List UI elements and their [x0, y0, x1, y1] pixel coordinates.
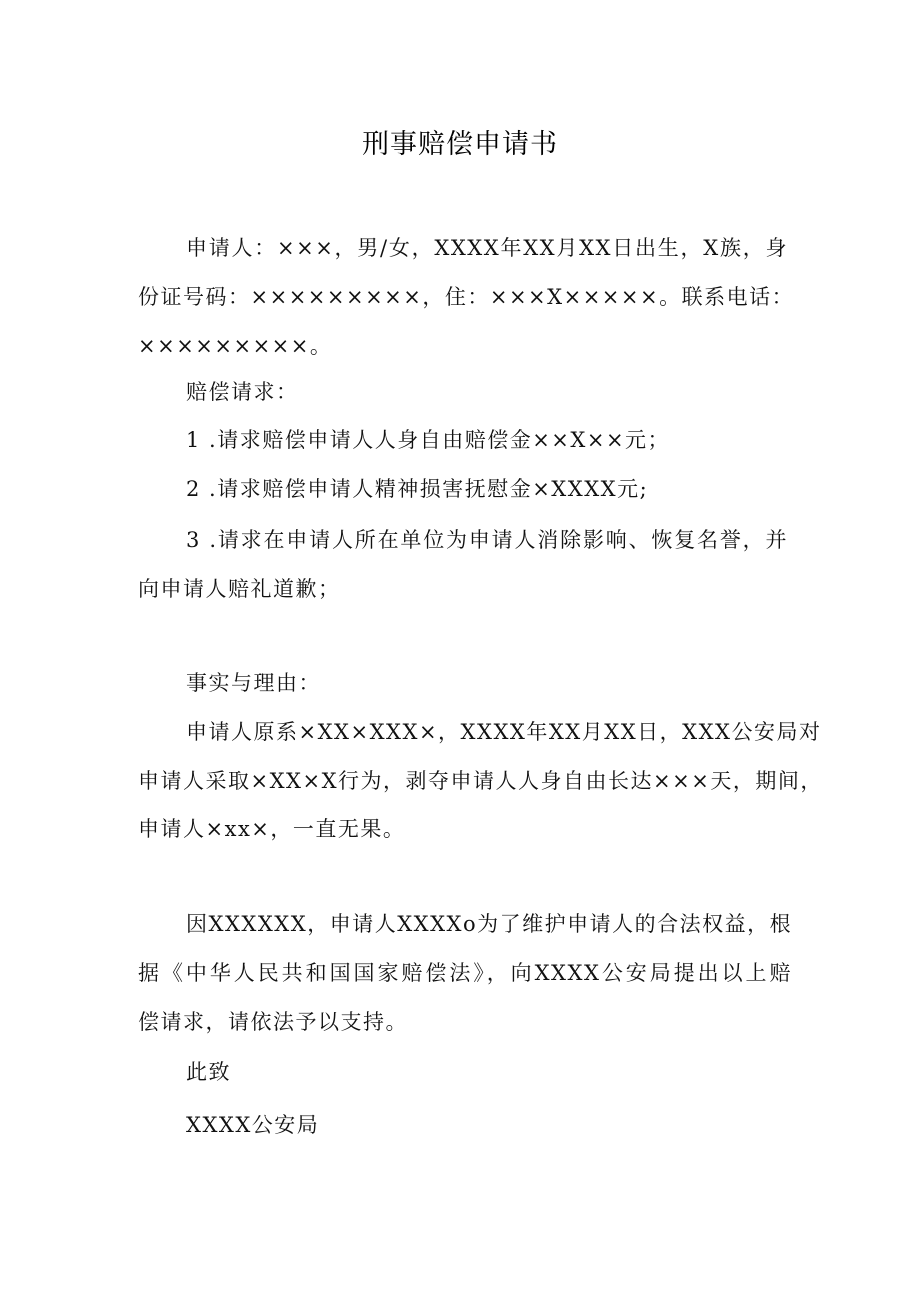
reason-line-3: 偿请求，请依法予以支持。 [138, 1010, 408, 1034]
reason-line-2: 据《中华人民共和国国家赔偿法》，向XXXX公安局提出以上赔 [138, 961, 792, 985]
claim-item-2: 2 .请求赔偿申请人精神损害抚慰金×XXXX元; [186, 477, 649, 501]
facts-line-1: 申请人原系×XX×XXX×，XXXX年XX月XX日，XXX公安局对 [186, 720, 822, 744]
applicant-line-1: 申请人：×××，男/女，XXXX年XX月XX日出生，X族，身 [186, 236, 788, 260]
reason-line-1: 因XXXXXX，申请人XXXXo为了维护申请人的合法权益，根 [186, 912, 793, 936]
applicant-line-3: ×××××××××。 [138, 334, 333, 358]
closing-recipient: XXXX公安局 [186, 1113, 320, 1137]
facts-line-2: 申请人采取×XX×X行为，剥夺申请人人身自由长达×××天，期间， [138, 769, 823, 793]
claim-item-1: 1 .请求赔偿申请人人身自由赔偿金××X××元； [186, 428, 671, 452]
claim-item-3-line-1: 3 .请求在申请人所在单位为申请人消除影响、恢复名誉，并 [186, 528, 788, 552]
document-title: 刑事赔偿申请书 [362, 129, 558, 160]
claims-heading: 赔偿请求： [186, 380, 299, 404]
applicant-line-2: 份证号码：×××××××××，住：×××X×××××。联系电话： [138, 285, 795, 309]
facts-heading: 事实与理由： [186, 671, 321, 695]
facts-line-3: 申请人×xx×，一直无果。 [138, 817, 406, 841]
closing-salutation: 此致 [186, 1060, 231, 1084]
claim-item-3-line-2: 向申请人赔礼道歉； [138, 577, 341, 601]
